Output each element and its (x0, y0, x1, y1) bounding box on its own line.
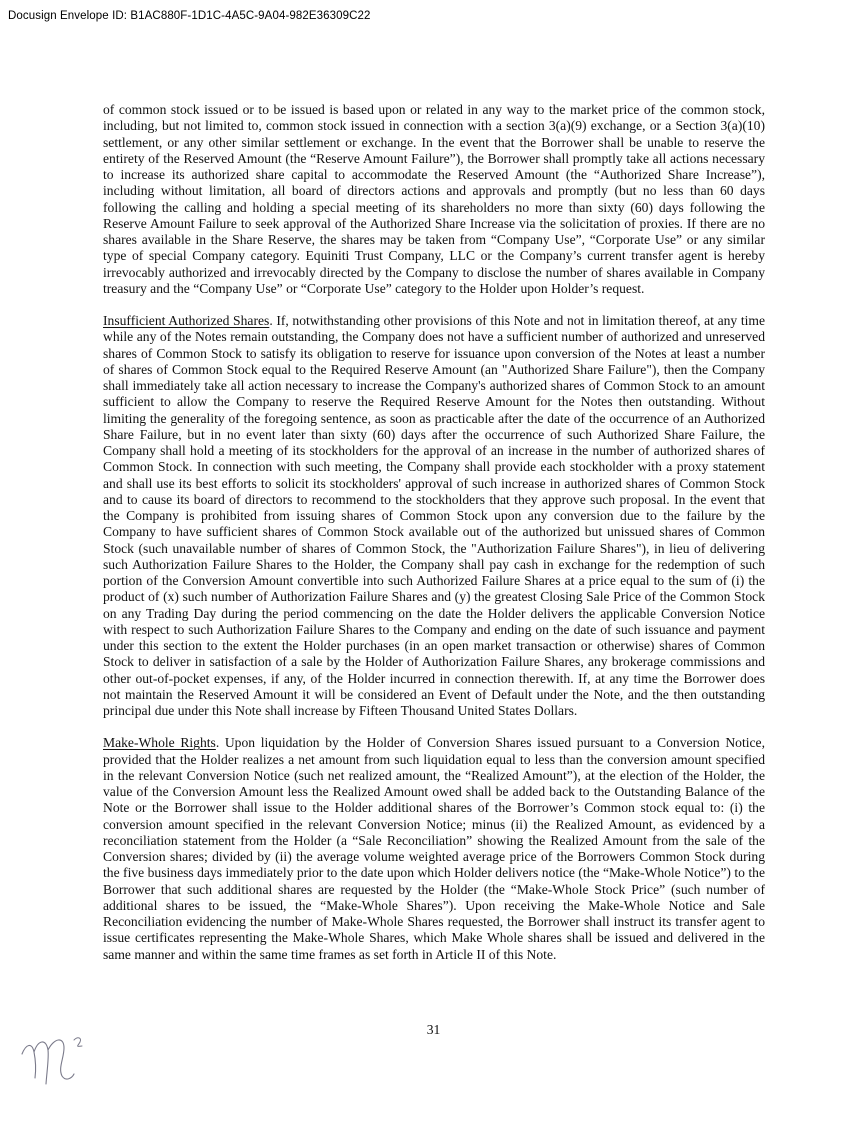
handwritten-initials (18, 1028, 88, 1086)
section-text-make-whole-rights: . Upon liquidation by the Holder of Conversion Shares issued pursuant to a Conversion Notice, provided that the Holder realizes a net amount from such liquidation equal to less than the conversion amount specified in the relevant Conversion Notice (such net realized amount, the “Realized Amount”), at the election of the Holder, the value of the Conversion Amount less the Realized Amount owed shall be added back to the Outstanding Balance of the Note or the Borrower shall issue to the Holder additional shares of the Borrower’s Common stock equal to: (i) the conversion amount specified in the relevant Conversion Notice; minus (ii) the Realized Amount, as evidenced by a reconciliation statement from the Holder (a “Sale Reconciliation” showing the Realized Amount from the sale of the Conversion shares; divided by (ii) the average volume weighted average price of the Borrowers Common Stock during the five business days immediately prior to the date upon which Holder delivers notice (the “Make-Whole Notice”) to the Borrower that such additional shares are requested by the Holder (the “Make-Whole Stock Price” (such number of additional shares to be issued, the “Make-Whole Shares”). Upon receiving the Make-Whole Notice and Sale Reconciliation evidencing the number of Make-Whole Shares requested, the Borrower shall instruct its transfer agent to issue certificates representing the Make-Whole Shares, which Make Whole shares shall be issued and delivered in the same manner and within the same time frames as set forth in Article II of this Note. (103, 735, 765, 962)
section-text-insufficient-authorized-shares: . If, notwithstanding other provisions of this Note and not in limitation thereof, at any time while any of the Notes remain outstanding, the Company does not have a sufficient number of authorized and unreserved shares of Common Stock to satisfy its obligation to reserve for issuance upon conversion of the Notes at least a number of shares of Common Stock equal to the Required Reserve Amount (an "Authorized Share Failure"), then the Company shall immediately take all action necessary to increase the Company's authorized shares of Common Stock to an amount sufficient to allow the Company to reserve the Required Reserve Amount for the Notes then outstanding. Without limiting the generality of the foregoing sentence, as soon as practicable after the date of the occurrence of an Authorized Share Failure, but in no event later than sixty (60) days after the occurrence of such Authorized Share Failure, the Company shall hold a meeting of its stockholders for the approval of an increase in the number of authorized shares of Common Stock. In connection with such meeting, the Company shall provide each stockholder with a proxy statement and shall use its best efforts to solicit its stockholders' approval of such increase in authorized shares of Common Stock and to cause its board of directors to recommend to the stockholders that they approve such proposal. In the event that the Company is prohibited from issuing shares of Common Stock upon any conversion due to the failure by the Company to have sufficient shares of Common Stock available out of the authorized but unissued shares of Common Stock (such unavailable number of shares of Common Stock, the "Authorization Failure Shares"), in lieu of delivering such Authorization Failure Shares to the Holder, the Company shall pay cash in exchange for the redemption of such portion of the Conversion Amount convertible into such Authorized Failure Shares at a price equal to the sum of (i) the product of (x) such number of Authorization Failure Shares and (y) the greatest Closing Sale Price of the Common Stock on any Trading Day during the period commencing on the date the Holder delivers the applicable Conversion Notice with respect to such Authorization Failure Shares to the Company and ending on the date of such issuance and payment under this section to the extent the Holder purchases (in an open market transaction or otherwise) shares of Common Stock to deliver in satisfaction of a sale by the Holder of Authorization Failure Shares, any brokerage commissions and other out-of-pocket expenses, if any, of the Holder incurred in connection therewith. If, at any time the Borrower does not maintain the Reserved Amount it will be considered an Event of Default under the Note, and the then outstanding principal due under this Note shall increase by Fifteen Thousand United States Dollars. (103, 313, 765, 718)
document-body (103, 102, 765, 979)
page-number: 31 (426, 1022, 441, 1037)
section-heading-insufficient-authorized-shares: Insufficient Authorized Shares (103, 313, 270, 328)
paragraph-reserve-amount: of common stock issued or to be issued is based upon or related in any way to the market price of the common stock, including, but not limited to, common stock issued in connection with a section 3(a)(9) exchange, or a Section 3(a)(10) settlement, or any other similar settlement or exchange. In the event that the Borrower shall be unable to reserve the entirety of the Reserved Amount (the “Reserve Amount Failure”), the Borrower shall promptly take all actions necessary to increase its authorized share capital to accommodate the Reserved Amount (the “Authorized Share Increase”), including without limitation, all board of directors actions and approvals and promptly (but no less than 60 days following the calling and holding a special meeting of its shareholders no more than sixty (60) days following the Reserve Amount Failure to seek approval of the Authorized Share Increase via the solicitation of proxies. If there are no shares available in the Share Reserve, the shares may be taken from “Company Use”, “Corporate Use” or any similar type of special Company category. Equiniti Trust Company, LLC or the Company’s current transfer agent is hereby irrevocably authorized and irrevocably directed by the Company to disclose the number of shares available in Company treasury and the “Company Use” or “Corporate Use” category to the Holder upon Holder’s request. (103, 102, 765, 296)
docusign-envelope-id: Docusign Envelope ID: B1AC880F-1D1C-4A5C-9A04-982E36309C22 (8, 10, 371, 22)
section-heading-make-whole-rights: Make-Whole Rights (103, 735, 216, 751)
paragraph-make-whole-rights (103, 735, 765, 963)
paragraph-insufficient-authorized-shares (103, 313, 765, 719)
